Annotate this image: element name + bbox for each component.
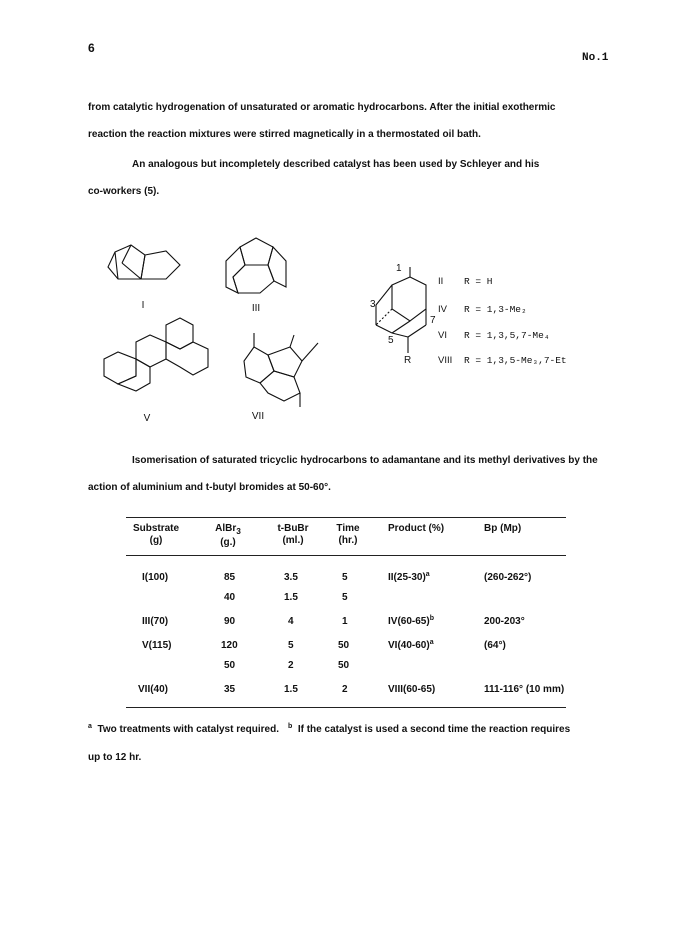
adamantane-substituent-label: R: [404, 355, 412, 366]
header-substrate: Substrate (g): [132, 523, 180, 546]
header-tbubr: t-BuBr (ml.): [277, 523, 309, 546]
header-albr3: AlBr$_3$ (g.): [215, 523, 241, 548]
footnote-b-continued: up to 12 hr.: [88, 752, 142, 763]
structures-figure: [88, 225, 608, 430]
footnote-b: $^b$ If the catalyst is used a second time the reaction requires: [288, 723, 571, 735]
adamantane-position-5: 5: [388, 335, 394, 346]
structure-I: [108, 245, 180, 279]
r-group-text: R = H: [464, 276, 493, 287]
r-group-num: IV: [438, 304, 447, 315]
caption-line: Isomerisation of saturated tricyclic hydrocarbons to adamantane and its methyl derivatives by the: [132, 455, 598, 466]
paragraph-1: [88, 94, 608, 148]
page-number: 6: [88, 41, 95, 55]
structure-label-III: III: [251, 303, 261, 314]
issue-label: No.1: [582, 52, 609, 64]
header-product: Product (%): [388, 523, 445, 534]
paragraph-line: from catalytic hydrogenation of unsaturated or aromatic hydrocarbons. After the initial exothermic: [88, 102, 556, 113]
paragraph-line: reaction the reaction mixtures were stirred magnetically in a thermostated oil bath.: [88, 129, 481, 140]
structure-adamantane: [376, 267, 426, 353]
structure-label-I: I: [141, 300, 145, 311]
r-group-num: II: [438, 276, 444, 287]
r-group-num: VIII: [438, 355, 453, 366]
header-bp: Bp (Mp): [484, 523, 522, 534]
header-time: Time (hr.): [336, 523, 360, 546]
table-rule-top: [126, 517, 566, 518]
structure-III: [226, 238, 286, 293]
r-group-num: VI: [438, 330, 447, 341]
structure-VII: [244, 333, 318, 407]
adamantane-position-3: 3: [370, 299, 376, 310]
structure-V: [104, 318, 208, 391]
structure-label-V: V: [143, 413, 151, 424]
structure-label-VII: VII: [251, 411, 265, 422]
paragraph-2: [88, 151, 608, 205]
footnote-a: $^a$ Two treatments with catalyst required.: [88, 723, 279, 735]
r-group-text: R = 1,3,5,7-Me₄: [464, 330, 550, 341]
caption-line: action of aluminium and t-butyl bromides at 50-60°.: [88, 482, 331, 493]
table-rule-mid: [126, 555, 566, 556]
r-group-text: R = 1,3,5-Me₃,7-Et: [464, 355, 567, 366]
r-group-list: [438, 276, 567, 366]
paragraph-line: co-workers (5).: [88, 186, 160, 197]
adamantane-position-7: 7: [430, 315, 436, 326]
paragraph-line: An analogous but incompletely described catalyst has been used by Schleyer and his: [132, 159, 540, 170]
table-caption: [88, 447, 608, 501]
table-rule-bottom: [126, 707, 566, 708]
adamantane-position-1: 1: [396, 263, 402, 274]
r-group-text: R = 1,3-Me₂: [464, 304, 527, 315]
